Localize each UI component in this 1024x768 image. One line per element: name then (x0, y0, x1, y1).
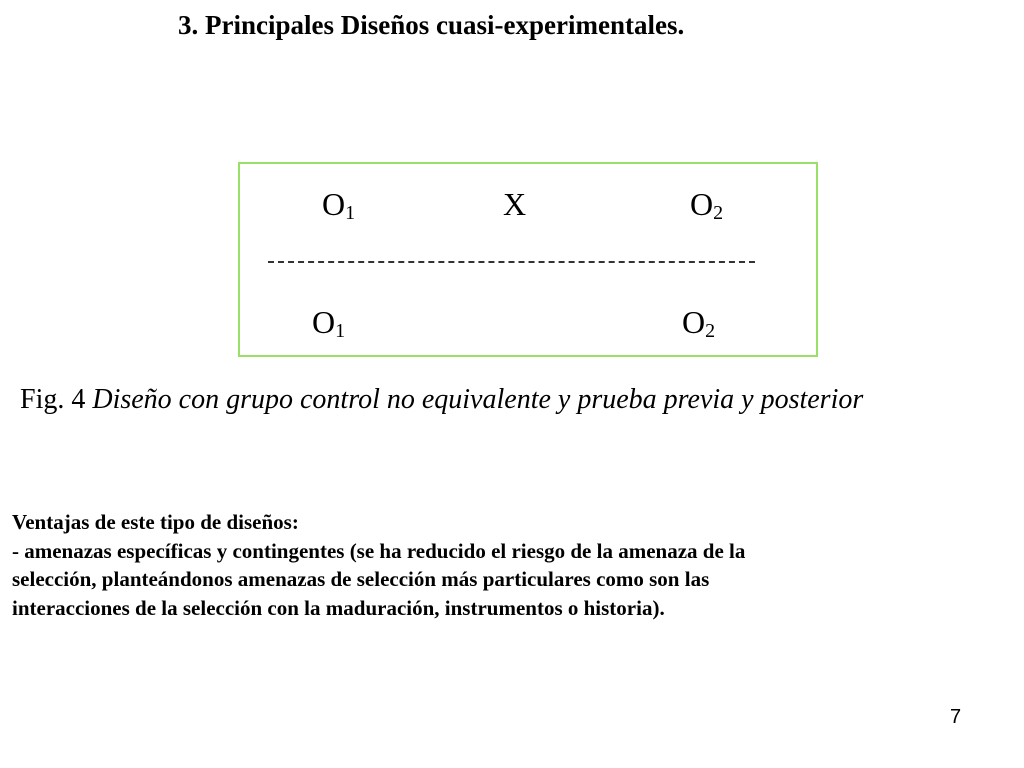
caption-text: Diseño con grupo control no equivalente y prueba previa y posterior (92, 384, 864, 415)
advantages-section (12, 508, 1002, 622)
advantages-line: - amenazas específicas y contingentes (se ha reducido el riesgo de la amenaza de la (12, 538, 746, 563)
observation-letter: O (322, 186, 346, 222)
observation-letter: O (682, 304, 706, 340)
posttest-observation-control (682, 304, 715, 343)
advantages-heading: Ventajas de este tipo de diseños: (12, 510, 299, 534)
advantages-line: selección, planteándonos amenazas de selección más particulares como son las (12, 567, 710, 591)
posttest-observation-experimental (690, 186, 723, 225)
caption-prefix: Fig. 4 (20, 384, 93, 415)
observation-subscript: 1 (345, 202, 356, 224)
observation-subscript: 2 (713, 202, 724, 224)
observation-subscript: 2 (705, 320, 716, 342)
pretest-observation-experimental (322, 186, 355, 225)
nonequivalent-groups-dashed-line (268, 261, 755, 263)
observation-subscript: 1 (335, 320, 346, 342)
pretest-observation-control (312, 304, 345, 343)
treatment-x: X (503, 186, 527, 222)
observation-letter: O (690, 186, 714, 222)
page-number: 7 (950, 706, 962, 728)
advantages-line: interacciones de la selección con la maduración, instrumentos o historia). (12, 595, 665, 620)
slide-title: 3. Principales Diseños cuasi-experimentales. (178, 10, 685, 40)
figure-caption (20, 384, 863, 416)
observation-letter: O (312, 304, 336, 340)
